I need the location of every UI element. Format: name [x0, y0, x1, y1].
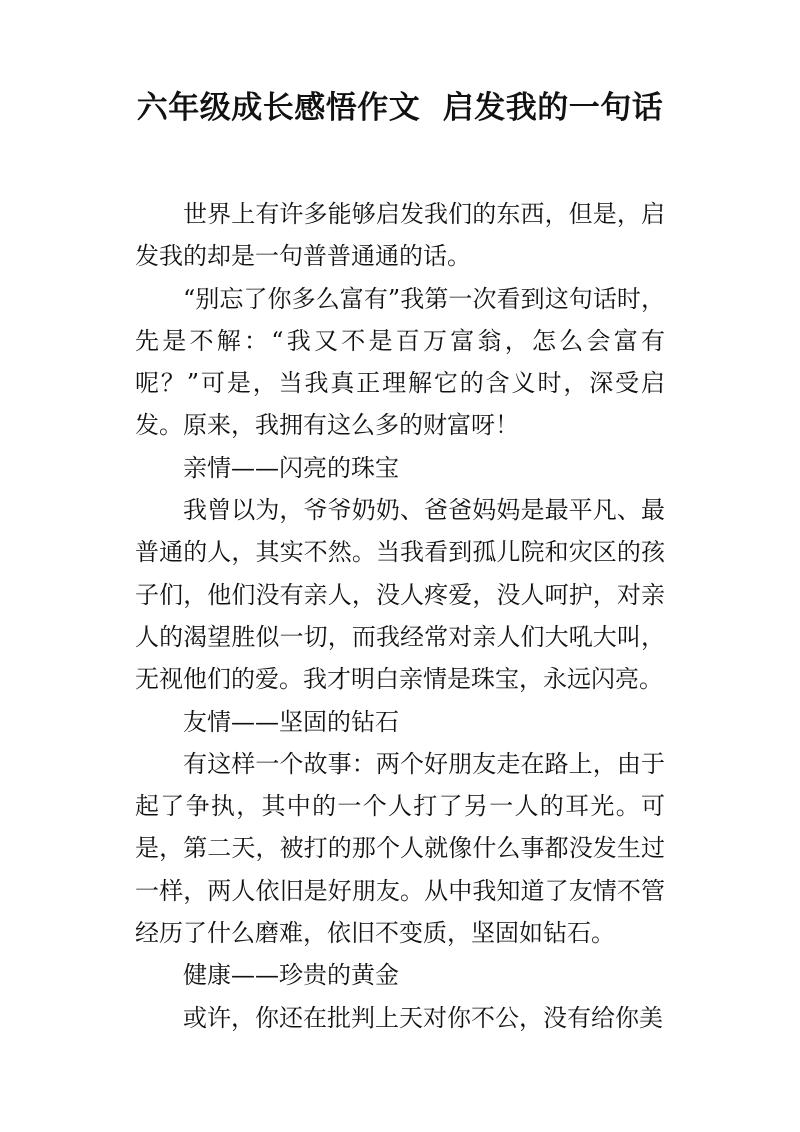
paragraph: 我曾以为，爷爷奶奶、爸爸妈妈是最平凡、最普通的人，其实不然。当我看到孤儿院和灾区的孩子们，他们没有亲人，没人疼爱，没人呵护，对亲人的渴望胜似一切，而我经常对亲人们大吼大叫，无视他们的爱。我才明白亲情是珠宝，永远闪亮。: [135, 496, 665, 694]
paragraph: 或许，你还在批判上天对你不公，没有给你美: [183, 1003, 663, 1032]
paragraph: “别忘了你多么富有”我第一次看到这句话时，先是不解：“我又不是百万富翁，怎么会富有呢？”可是，当我真正理解它的含义时，深受启发。原来，我拥有这么多的财富呀！: [135, 284, 665, 440]
paragraph: 有这样一个故事：两个好朋友走在路上，由于起了争执，其中的一个人打了另一人的耳光。可是，第二天，被打的那个人就像什么事都没发生过一样，两人依旧是好朋友。从中我知道了友情不管经历了什么磨难，依旧不变质，坚固如钻石。: [135, 749, 665, 948]
section-heading: 健康——珍贵的黄金: [183, 961, 399, 990]
document-title: 六年级成长感悟作文 启发我的一句话: [136, 90, 664, 126]
section-heading: 亲情——闪亮的珠宝: [183, 453, 399, 482]
section-heading: 友情——坚固的钻石: [183, 707, 399, 736]
document-body: [135, 193, 665, 1039]
paragraph: 世界上有许多能够启发我们的东西，但是，启发我的却是一句普普通通的话。: [135, 200, 665, 271]
